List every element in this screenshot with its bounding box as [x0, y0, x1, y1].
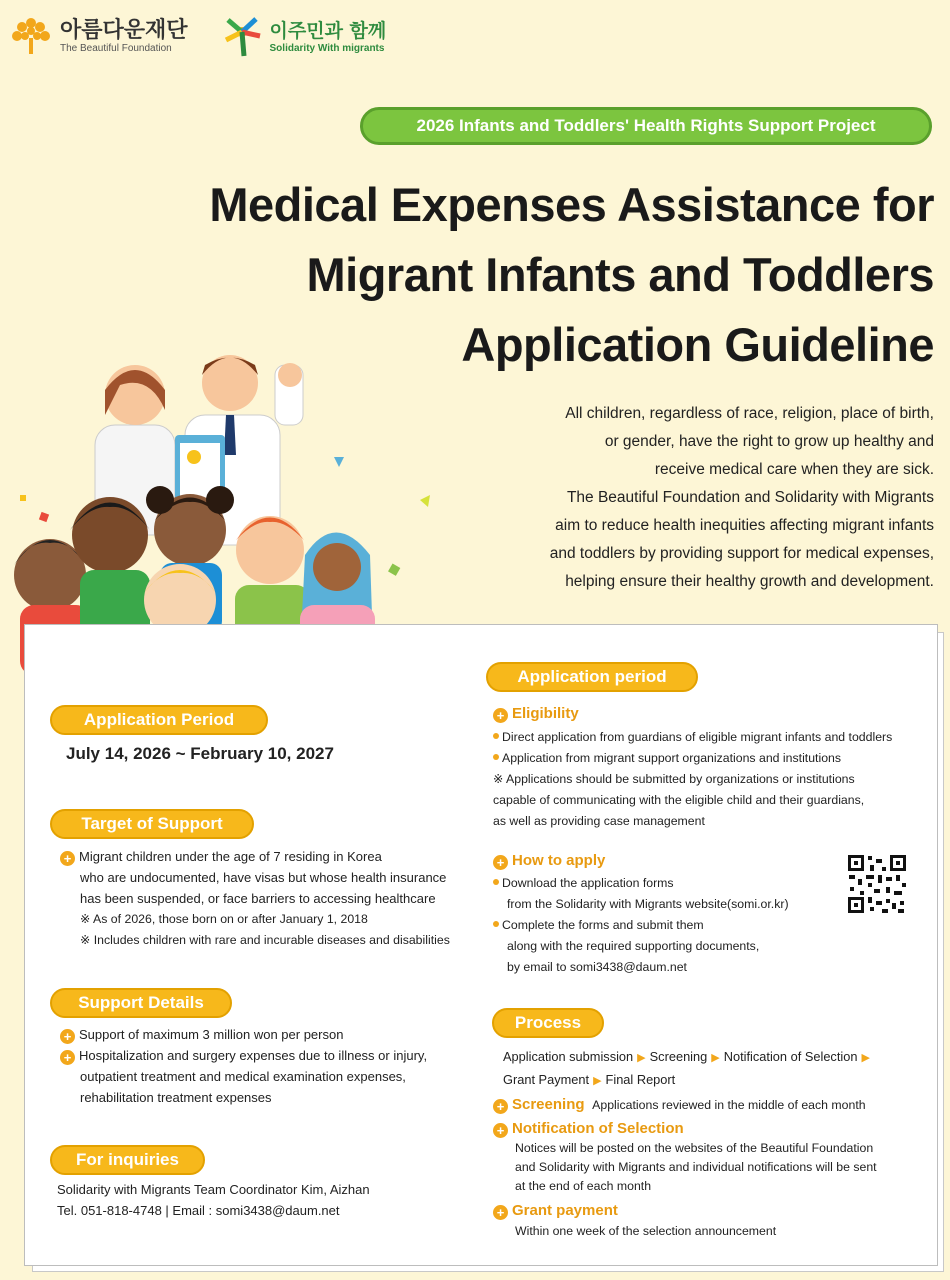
arrow-right-icon: ▶	[861, 1052, 870, 1064]
application-period-label: Application Period	[50, 705, 268, 735]
intro-line: and toddlers by providing support for medical expenses,	[549, 545, 934, 562]
process-step: Application submission	[503, 1049, 634, 1064]
notification-heading: Notification of Selection	[512, 1120, 684, 1137]
details-line: Support of maximum 3 million won per person	[79, 1027, 344, 1042]
details-line: rehabilitation treatment expenses	[80, 1090, 272, 1105]
how-line: Download the application forms	[502, 876, 674, 890]
arrow-right-icon: ▶	[637, 1052, 646, 1064]
intro-line: The Beautiful Foundation and Solidarity with Migrants	[566, 489, 934, 506]
process-step: Screening	[649, 1049, 708, 1064]
intro-line: or gender, have the right to grow up healthy and	[604, 433, 934, 450]
how-line: Complete the forms and submit them	[502, 918, 704, 932]
process-step: Notification of Selection	[723, 1049, 858, 1064]
application-period-value: July 14, 2026 ~ February 10, 2027	[66, 744, 334, 763]
support-details-text	[60, 1024, 480, 1108]
inquiries-text	[57, 1179, 477, 1221]
intro-text	[464, 400, 934, 596]
process-step: Grant Payment	[503, 1072, 590, 1087]
logos	[8, 14, 386, 58]
arrow-right-icon: ▶	[711, 1052, 720, 1064]
inquiries-contact: Solidarity with Migrants Team Coordinator Kim, Aizhan	[57, 1182, 370, 1197]
intro-line: receive medical care when they are sick.	[654, 461, 934, 478]
bullet-dot	[493, 921, 499, 927]
plus-icon: +	[60, 1050, 75, 1065]
application-period-right-label: Application period	[486, 662, 698, 692]
migrants-name-ko: 이주민과 함께	[269, 19, 387, 42]
notification-line: Notices will be posted on the websites of the Beautiful Foundation	[515, 1141, 874, 1155]
title-line: Application Guideline	[461, 318, 934, 371]
project-badge: 2026 Infants and Toddlers' Health Rights Support Project	[360, 107, 932, 145]
plus-icon: +	[493, 708, 508, 723]
migrants-name-en: Solidarity With migrants	[269, 42, 385, 54]
inquiries-phone-email: Tel. 051-818-4748 | Email : somi3438@daum.net	[57, 1203, 340, 1218]
target-of-support-text	[60, 846, 480, 951]
screening-section	[493, 1094, 933, 1116]
details-line: outpatient treatment and medical examination expenses,	[80, 1069, 406, 1084]
grant-payment-section	[493, 1200, 933, 1242]
hand-flower-icon	[222, 14, 264, 58]
how-to-apply-heading: How to apply	[512, 852, 606, 869]
target-line: who are undocumented, have visas but whose health insurance	[80, 870, 447, 885]
how-line: from the Solidarity with Migrants website(somi.or.kr)	[507, 897, 789, 911]
bullet-dot	[493, 754, 499, 760]
notification-section	[493, 1118, 933, 1196]
notification-line: at the end of each month	[515, 1179, 652, 1193]
how-line: along with the required supporting documents,	[507, 939, 760, 953]
screening-heading: Screening	[512, 1096, 585, 1113]
grant-heading: Grant payment	[512, 1202, 618, 1219]
plus-icon: +	[493, 1123, 508, 1138]
eligibility-note: as well as providing case management	[493, 814, 705, 828]
how-line: by email to somi3438@daum.net	[507, 960, 687, 974]
bullet-dot	[493, 733, 499, 739]
intro-line: All children, regardless of race, religion, place of birth,	[565, 405, 934, 422]
eligibility-note: ※ Applications should be submitted by organizations or institutions	[493, 772, 855, 786]
eligibility-section	[493, 703, 913, 832]
solidarity-migrants-logo	[222, 14, 387, 58]
intro-line: helping ensure their healthy growth and development.	[565, 573, 934, 590]
bullet-dot	[493, 879, 499, 885]
target-of-support-label: Target of Support	[50, 809, 254, 839]
support-details-label: Support Details	[50, 988, 232, 1018]
details-line: Hospitalization and surgery expenses due to illness or injury,	[79, 1048, 428, 1063]
eligibility-item: Direct application from guardians of eligible migrant infants and toddlers	[502, 730, 893, 744]
intro-line: aim to reduce health inequities affecting migrant infants	[555, 517, 934, 534]
target-line: has been suspended, or face barriers to accessing healthcare	[80, 891, 436, 906]
tree-icon	[8, 14, 54, 58]
plus-icon: +	[493, 1099, 508, 1114]
plus-icon: +	[60, 1029, 75, 1044]
how-to-apply-section	[493, 850, 833, 978]
process-steps	[503, 1046, 923, 1092]
inquiries-label: For inquiries	[50, 1145, 205, 1175]
beautiful-foundation-logo	[8, 14, 188, 58]
plus-icon: +	[493, 855, 508, 870]
notification-line: and Solidarity with Migrants and individual notifications will be sent	[515, 1160, 877, 1174]
process-label: Process	[492, 1008, 604, 1038]
target-line: Migrant children under the age of 7 residing in Korea	[79, 849, 382, 864]
plus-icon: +	[493, 1205, 508, 1220]
screening-text: Applications reviewed in the middle of each month	[592, 1098, 866, 1112]
process-step: Final Report	[605, 1072, 676, 1087]
eligibility-item: Application from migrant support organizations and institutions	[502, 751, 842, 765]
qr-code-icon[interactable]	[846, 853, 908, 915]
title-line: Medical Expenses Assistance for	[209, 178, 934, 231]
title-line: Migrant Infants and Toddlers	[306, 248, 934, 301]
eligibility-heading: Eligibility	[512, 705, 579, 722]
foundation-name-en: The Beautiful Foundation	[60, 42, 172, 54]
target-note: ※ As of 2026, those born on or after January 1, 2018	[80, 912, 368, 926]
grant-text: Within one week of the selection announcement	[515, 1224, 777, 1238]
arrow-right-icon: ▶	[593, 1075, 602, 1087]
eligibility-note: capable of communicating with the eligible child and their guardians,	[493, 793, 865, 807]
target-note: ※ Includes children with rare and incurable diseases and disabilities	[80, 933, 450, 947]
foundation-name-ko: 아름다운재단	[60, 17, 188, 43]
plus-icon: +	[60, 851, 75, 866]
